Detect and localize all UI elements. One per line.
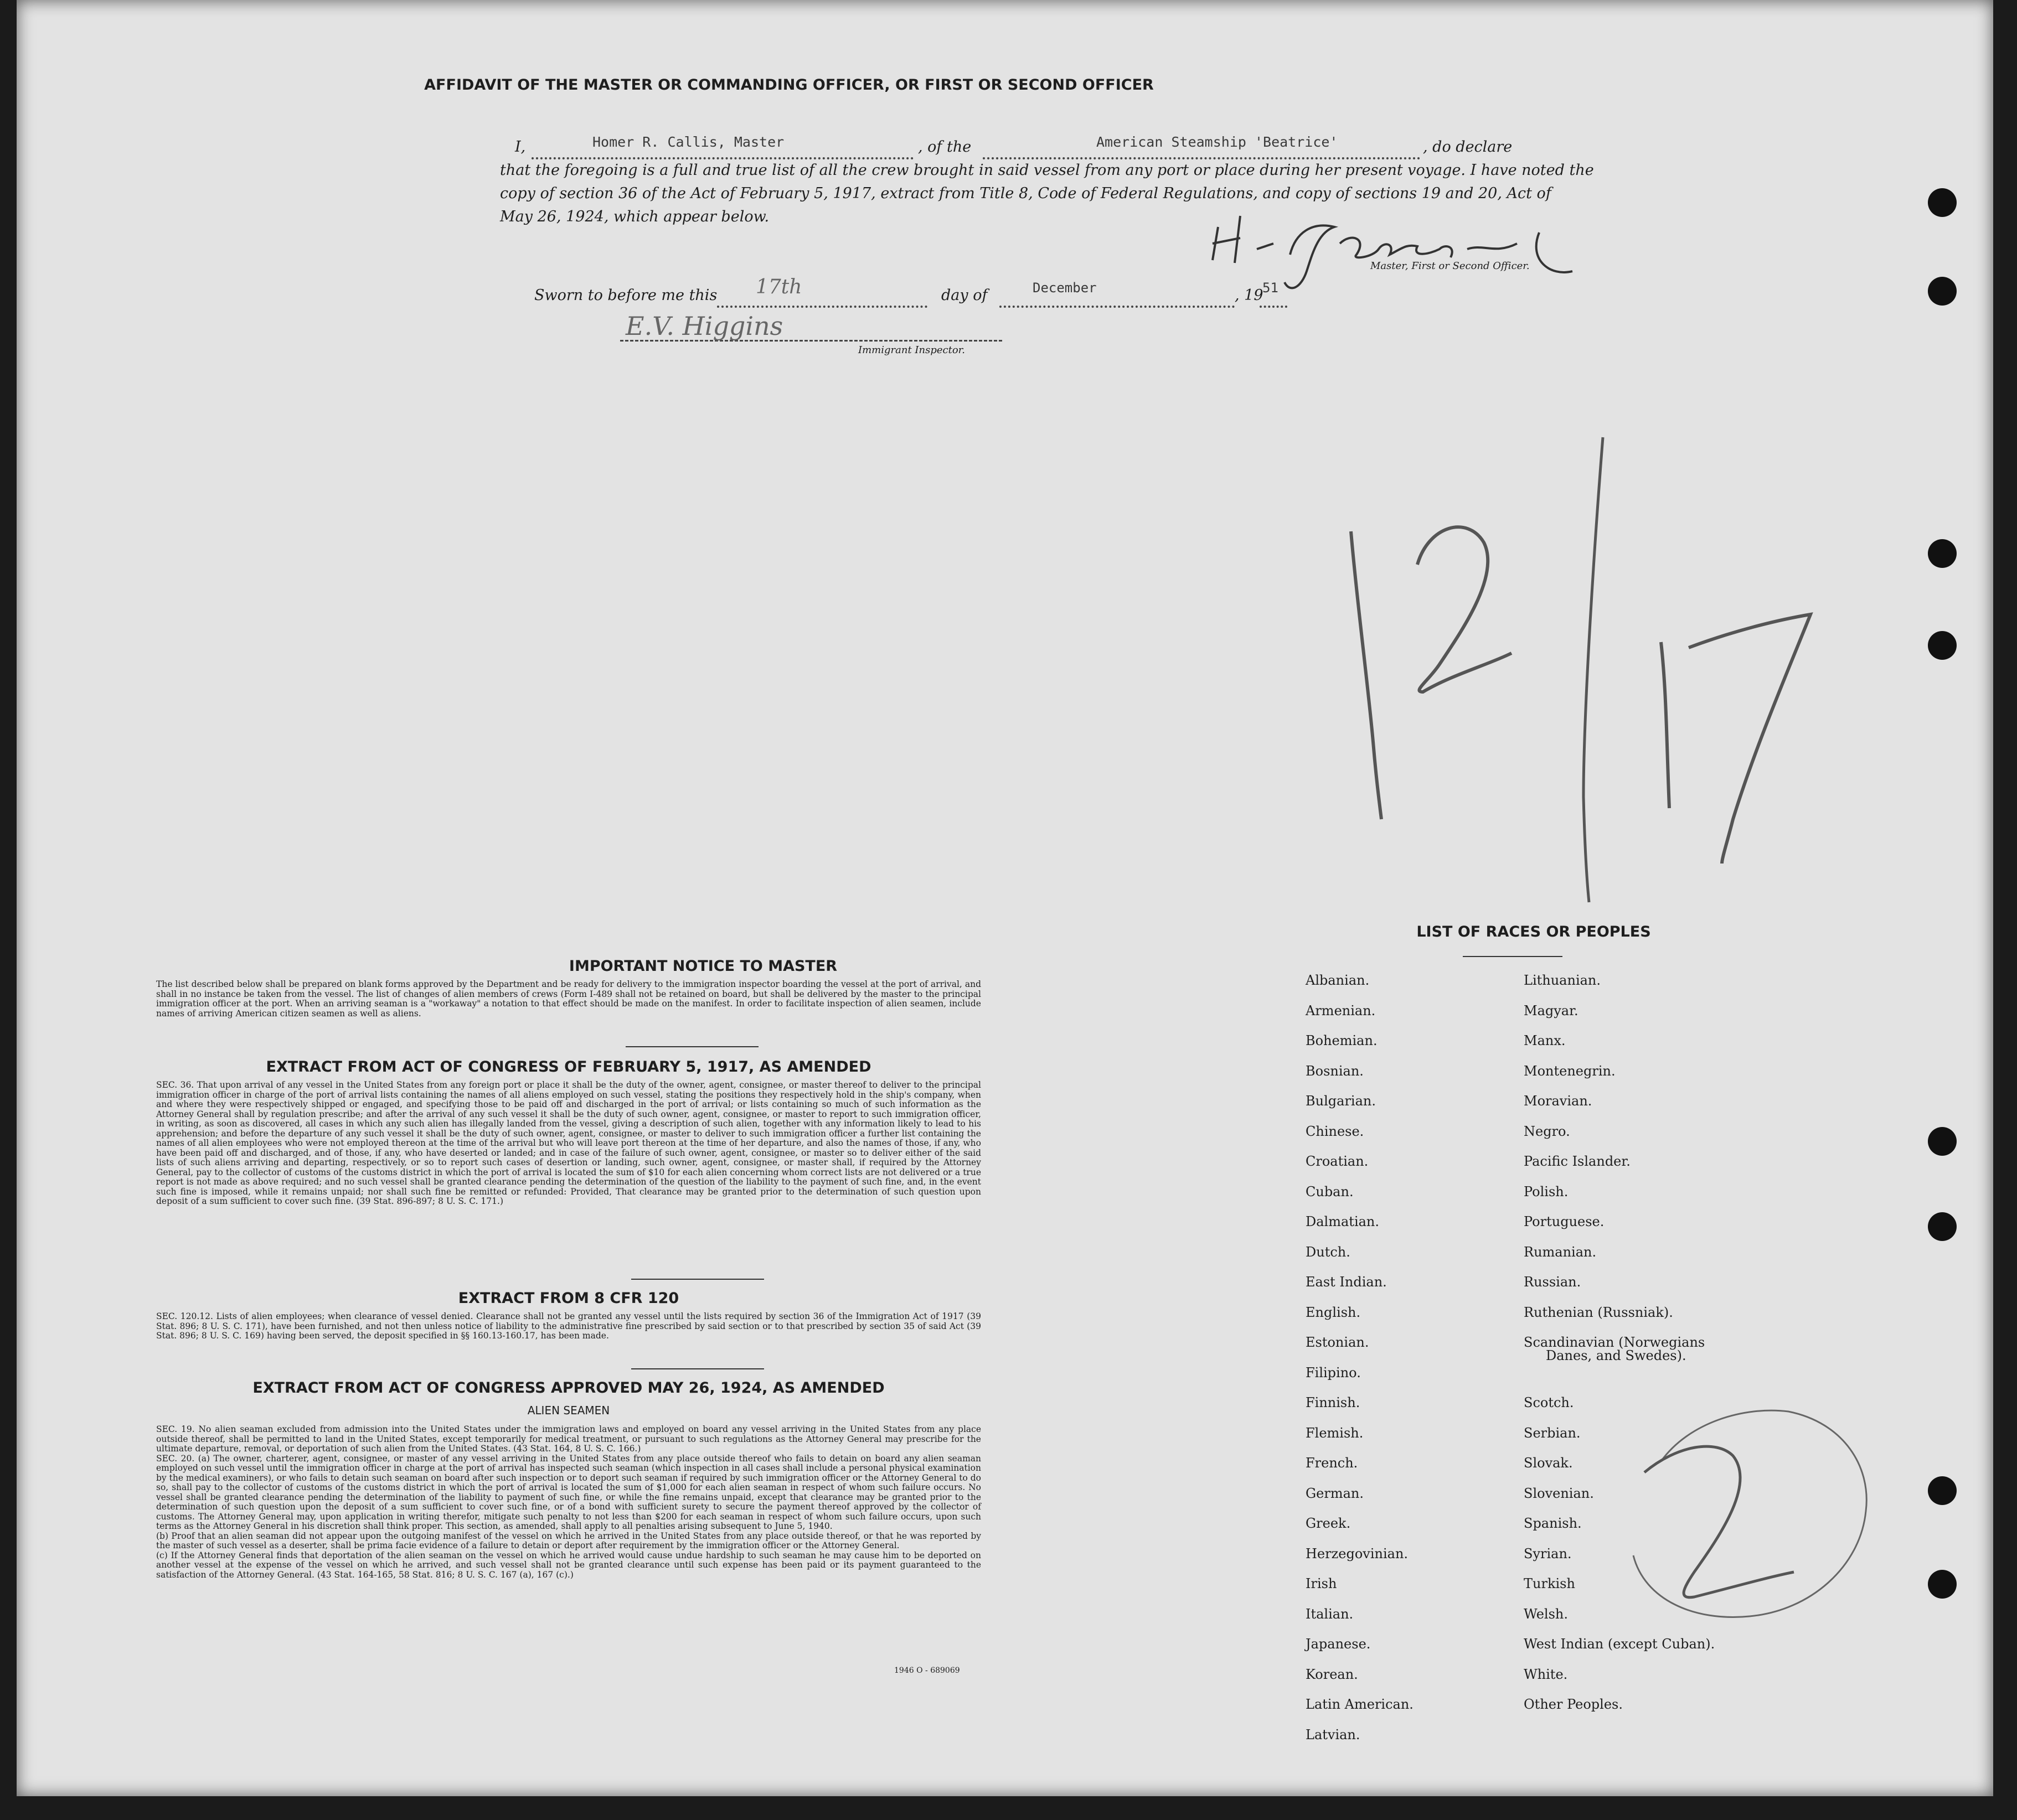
scandinavian-continuation: Danes, and Swedes). [1546,1348,1686,1363]
divider [1463,956,1562,957]
race-item: Scandinavian (Norwegians [1524,1335,1705,1350]
of-the-label: , of the [918,138,972,156]
race-item: Russian. [1524,1274,1581,1290]
race-item: Japanese. [1306,1636,1371,1652]
day-of-label: day of [941,287,988,304]
race-item: Croatian. [1306,1154,1369,1169]
document-page [17,0,1993,1796]
vessel-name: American Steamship 'Beatrice' [1096,134,1338,150]
binder-hole [1928,1476,1957,1505]
extract-1917-text: SEC. 36. That upon arrival of any vessel in the United States from any foreign port or place it shall be the duty of the owner, agent, consignee, or master thereof to deliver to the principal immigration officer in charge of the port of arrival lists containing the names of all aliens employed on such vessel, stating the positions they respectively hold in the ship's company, when and where they were respectively shipped or engaged, and specifying those to be paid off and discharged in the port of arrival; or lists containing so much of such information as the Attorney General shall by regulation prescribe; and after the arrival of any such vessel it shall be the duty of such owner, agent, consignee, or master to report to such immigration officer, in writing, as soon as discovered, all cases in which any such alien has illegally landed from the vessel, giving a description of such alien, together with any information likely to lead to his apprehension; and before the departure of any such vessel it shall be the duty of such owner, agent, consignee, or master to deliver to such immigration officer a further list containing the names of all alien employees who were not employed thereon at the time of the arrival but who will leave port thereon at the time of her departure, and also the names of those, if any, who have been paid off and discharged, and of those, if any, who have deserted or landed; and in case of the failure of such owner, agent, consignee, or master so to deliver either of the said lists of such aliens arriving and departing, respectively, or so to report such cases of desertion or landing, such owner, agent, consignee, or master shall, if required by the Attorney General, pay to the collector of customs of the customs district in which the port of arrival is located the sum of $10 for each alien concerning whom correct lists are not delivered or a true report is not made as above required; and no such vessel shall be granted clearance pending the determination of the question of the liability to the payment of such fine, and, in the event such fine is imposed, while it remains unpaid; nor shall such fine be remitted or refunded: Provided, That clearance may be granted prior to the determination of such question upon deposit of a sum sufficient to cover such fine. (39 Stat. 896-897; 8 U. S. C. 171.) [156,1080,981,1206]
race-item: Montenegrin. [1524,1063,1616,1079]
inspector-caption: Immigrant Inspector. [858,344,966,356]
race-item: Polish. [1524,1183,1569,1199]
binder-hole [1928,539,1957,568]
race-item: Turkish [1524,1576,1575,1591]
handwritten-date-mark [1334,432,1833,908]
affidavit-body-1: that the foregoing is a full and true list of all the crew brought in said vessel from any port or place during her present voyage. I have noted the [500,162,1594,179]
race-item: Moravian. [1524,1093,1592,1109]
race-item: Albanian. [1306,973,1370,988]
affidavit-line-1 [515,134,1567,161]
race-item: Irish [1306,1576,1337,1591]
affidavit-prefix: I, [515,138,526,156]
extract-cfr-text: SEC. 120.12. Lists of alien employees; when clearance of vessel denied. Clearance shall not be granted any vessel until the lists required by section 36 of the Immigration Act of 1917 (39 Stat. 896; 8 U. S. C. 171), have been furnished, and not then unless notice of liability to the administrative fine prescribed by said section or to that prescribed by section 35 of said Act (39 Stat. 896; 8 U. S. C. 169) having been served, the deposit specified in §§ 160.13-160.17, has been made. [156,1311,981,1341]
race-item: Filipino. [1306,1364,1361,1380]
race-item: Korean. [1306,1666,1358,1682]
extract-1924-text [156,1425,981,1580]
year-suffix: 51 [1262,280,1278,296]
day-field [717,287,927,308]
race-item: Portuguese. [1524,1214,1605,1229]
race-item: Pacific Islander. [1524,1154,1631,1169]
sworn-day: 17th [756,276,802,298]
race-item: White. [1524,1666,1568,1682]
print-code: 1946 O - 689069 [894,1666,960,1675]
race-item: East Indian. [1306,1274,1387,1290]
binder-hole [1928,188,1957,217]
binder-hole [1928,277,1957,306]
race-item: Estonian. [1306,1335,1369,1350]
sworn-line [534,276,1309,309]
race-item: West Indian (except Cuban). [1524,1636,1715,1652]
race-item: Armenian. [1306,1002,1376,1018]
race-item: Bosnian. [1306,1063,1364,1079]
sec-19: SEC. 19. No alien seaman excluded from admission into the United States under the immigration laws and employed on board any vessel arriving in the United States from any place outside thereof, shall be permitted to land in the United States, except temporarily for medical treatment, or pursuant to such regulations as the Attorney General may prescribe for the ultimate departure, removal, or deportation of such alien from the United States. (43 Stat. 164, 8 U. S. C. 166.) [156,1424,981,1454]
race-item: Serbian. [1524,1425,1581,1441]
race-item: Herzegovinian. [1306,1545,1409,1562]
race-item: Other Peoples. [1524,1697,1623,1712]
sec-20a: SEC. 20. (a) The owner, charterer, agent, consignee, or master of any vessel arriving in the United States from any place outside thereof who fails to detain on board any alien seaman employed on such vessel until the immigration officer in charge at the port of arrival has inspected such seaman (which inspection in all cases shall include a personal physical examination by the medical examiners), or who fails to detain such seaman on board after such inspection or to deport such seaman if required by such immigration officer or the Attorney General to do so, shall pay to the collector of customs of the customs district in which the port of arrival is located the sum of $1,000 for each alien seaman in respect of whom such failure occurs. No vessel shall be granted clearance pending the determination of the liability to payment of such fine, or while the fine remains unpaid, except that clearance may be granted prior to the determination of such question upon the deposit of a sum sufficient to cover such fine, or of a bond with sufficient surety to secure the payment thereof approved by the collector of customs. The Attorney General may, upon application in writing therefor, mitigate such penalty to not less than $200 for each seaman in respect of whom such failure occurs, upon such terms as the Attorney General in his discretion shall think proper. This section, as amended, shall apply to all penalties arising subsequent to June 5, 1940. [156,1453,981,1531]
binder-hole [1928,631,1957,660]
do-declare-label: , do declare [1423,138,1513,156]
race-item: English. [1306,1304,1361,1320]
race-item: Ruthenian (Russniak). [1524,1304,1673,1320]
master-caption: Master, First or Second Officer. [1370,260,1530,272]
race-item: Flemish. [1306,1425,1364,1441]
race-item: Latvian. [1306,1726,1360,1743]
race-item: Slovak. [1524,1455,1573,1471]
race-item: Scotch. [1524,1395,1574,1410]
race-item: Finnish. [1306,1395,1360,1410]
race-item: Rumanian. [1524,1244,1597,1260]
race-item: Syrian. [1524,1545,1572,1562]
race-item: Dutch. [1306,1244,1350,1260]
race-item: Negro. [1524,1123,1570,1139]
extract-cfr-title: EXTRACT FROM 8 CFR 120 [458,1290,679,1307]
extract-1917-title: EXTRACT FROM ACT OF CONGRESS OF FEBRUARY 5, 1917, AS AMENDED [266,1058,871,1076]
race-item: Chinese. [1306,1123,1364,1139]
race-item: Manx. [1524,1033,1566,1048]
affidavit-body-3: May 26, 1924, which appear below. [500,208,770,225]
race-item: Greek. [1306,1516,1351,1531]
handwritten-circled-number [1611,1378,1888,1633]
race-item: Slovenian. [1524,1485,1594,1501]
binder-hole [1928,1570,1957,1599]
notice-title: IMPORTANT NOTICE TO MASTER [569,958,838,975]
divider [626,1046,759,1047]
sworn-label: Sworn to before me this [534,287,718,304]
divider [631,1279,764,1280]
race-item: German. [1306,1485,1364,1501]
race-item: Magyar. [1524,1002,1578,1018]
race-item: Bohemian. [1306,1033,1378,1048]
divider [631,1368,764,1369]
race-item: French. [1306,1455,1358,1471]
race-item: Welsh. [1524,1606,1568,1622]
race-item: Spanish. [1524,1516,1582,1531]
binder-hole [1928,1212,1957,1241]
race-item: Lithuanian. [1524,973,1601,988]
race-item: Latin American. [1306,1697,1414,1712]
sec-20b: (b) Proof that an alien seaman did not appear upon the outgoing manifest of the vessel on which he arrived in the United States from any place outside thereof, or that he was reported by the master of such vessel as a deserter, shall be prima facie evidence of a failure to detain or deport after requirement by the immigration officer or the Attorney General. [156,1531,981,1550]
affidavit-body-2: copy of section 36 of the Act of February 5, 1917, extract from Title 8, Code of Federal Regulations, and copy of sections 19 and 20, Act of [500,185,1551,202]
extract-1924-title: EXTRACT FROM ACT OF CONGRESS APPROVED MAY 26, 1924, AS AMENDED [252,1379,885,1397]
race-item: Italian. [1306,1606,1354,1622]
sec-20c: (c) If the Attorney General finds that deportation of the alien seaman on the vessel on which he arrived would cause undue hardship to such seaman he may cause him to be deported on another vessel at the expense of the vessel on which he arrived, and such vessel shall not be granted clearance until such expense has been paid or its payment guaranteed to the satisfaction of the Attorney General. (43 Stat. 164-165, 58 Stat. 816; 8 U. S. C. 167 (a), 167 (c).) [156,1550,981,1580]
race-item: Bulgarian. [1306,1093,1376,1109]
master-name: Homer R. Callis, Master [592,134,785,150]
races-title: LIST OF RACES OR PEOPLES [1416,923,1651,940]
race-item: Cuban. [1306,1183,1354,1199]
year-prefix: , 19 [1235,287,1263,304]
notice-text: The list described below shall be prepared on blank forms approved by the Department and be ready for delivery to the immigration inspector boarding the vessel at the port of arrival, and shall in no instance be taken from the vessel. The list of changes of alien members of crews (Form I-489 shall not be retained on board, but shall be delivered by the master to the principal immigration officer at the port. When an arriving seaman is a "workaway" a notation to that effect should be made on the manifest. In order to facilitate inspection of alien seamen, include names of arriving American citizen seamen as well as aliens. [156,979,981,1018]
inspector-signature: E.V. Higgins [626,311,783,341]
race-item: Dalmatian. [1306,1214,1380,1229]
extract-1924-subtitle: ALIEN SEAMEN [527,1404,610,1417]
affidavit-title: AFFIDAVIT OF THE MASTER OR COMMANDING OFFICER, OR FIRST OR SECOND OFFICER [424,76,1154,94]
sworn-month: December [1033,280,1097,296]
binder-hole [1928,1127,1957,1156]
